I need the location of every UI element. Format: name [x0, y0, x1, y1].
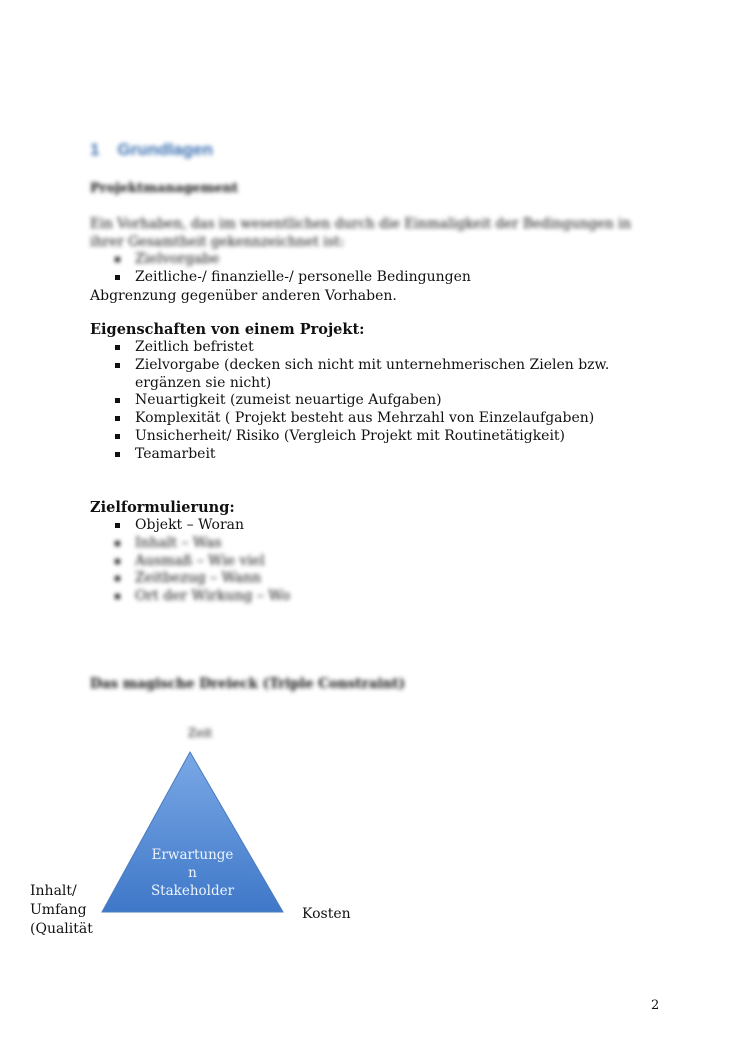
list-item: Objekt – Woran: [90, 517, 670, 535]
bullet-square-icon: [115, 434, 120, 439]
triangle-center-text: Erwartunge n Stakeholder: [150, 847, 235, 899]
intro-paragraph: Ein Vorhaben, das im wesentlichen durch die Einmaligkeit der Bedingungen in ihrer Gesamtheit gekennzeichnet ist:: [90, 216, 632, 250]
list-item: Inhalt – Was: [90, 535, 670, 553]
intro-list: [90, 251, 660, 287]
subheading: Projektmanagement: [90, 181, 239, 196]
section-title: Grundlagen: [117, 140, 213, 159]
list-item: Zeitbezug – Wann: [90, 570, 670, 588]
page-number: 2: [651, 998, 660, 1013]
abgrenzung-text: Abgrenzung gegenüber anderen Vorhaben.: [90, 287, 397, 304]
list-item: Komplexität ( Projekt besteht aus Mehrzahl von Einzelaufgaben): [90, 410, 670, 428]
dreieck-title: Das magische Dreieck (Triple Constraint): [90, 676, 406, 692]
bullet-square-icon: [115, 594, 120, 599]
bullet-square-icon: [115, 398, 120, 403]
list-item: Neuartigkeit (zumeist neuartige Aufgaben): [90, 392, 670, 410]
list-item: Unsicherheit/ Risiko (Vergleich Projekt mit Routinetätigkeit): [90, 428, 670, 446]
eigenschaften-title: Eigenschaften von einem Projekt:: [90, 321, 365, 338]
triangle-right-label: Kosten: [302, 906, 351, 922]
eigenschaften-list: [90, 339, 670, 464]
zielformulierung-title: Zielformulierung:: [90, 499, 235, 516]
intro-section: [90, 215, 660, 305]
bullet-square-icon: [115, 363, 120, 368]
bullet-square-icon: [115, 345, 120, 350]
list-item: Ausmaß – Wie viel: [90, 553, 670, 571]
list-item: Zielvorgabe (decken sich nicht mit unternehmerischen Zielen bzw. ergänzen sie nicht): [90, 357, 670, 393]
magic-triangle: [100, 750, 285, 915]
triangle-top-label: Zeit: [188, 726, 213, 740]
zielformulierung-section: [90, 499, 670, 606]
section-heading: [90, 140, 213, 160]
list-item: Zielvorgabe: [90, 251, 660, 269]
triangle-left-label: Inhalt/ Umfang (Qualität: [30, 883, 93, 937]
bullet-square-icon: [115, 541, 120, 546]
section-number: 1: [90, 140, 100, 159]
bullet-square-icon: [115, 523, 120, 528]
bullet-square-icon: [115, 275, 120, 280]
eigenschaften-section: [90, 321, 670, 464]
zielformulierung-list: [90, 517, 670, 606]
bullet-square-icon: [115, 452, 120, 457]
list-item: Teamarbeit: [90, 446, 670, 464]
bullet-square-icon: [115, 416, 120, 421]
list-item: Zeitliche-/ finanzielle-/ personelle Bedingungen: [90, 269, 660, 287]
list-item: Ort der Wirkung – Wo: [90, 588, 670, 606]
bullet-square-icon: [115, 576, 120, 581]
list-item: Zeitlich befristet: [90, 339, 670, 357]
bullet-square-icon: [115, 559, 120, 564]
bullet-square-icon: [115, 257, 120, 262]
